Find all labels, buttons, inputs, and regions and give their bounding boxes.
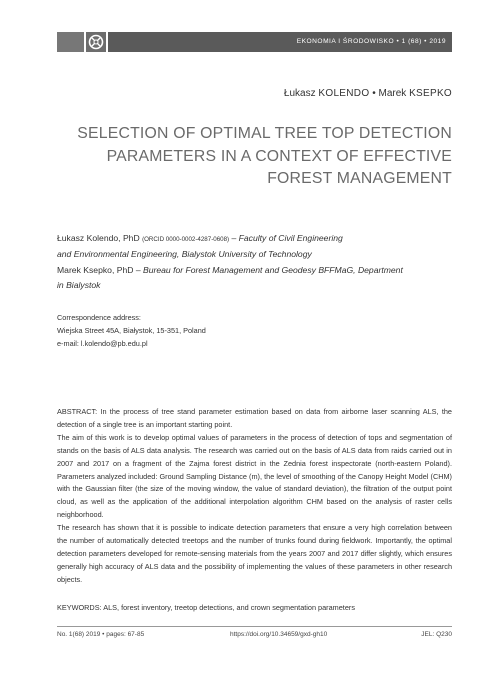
journal-issue: 1 (68) — [401, 38, 422, 45]
journal-header-bar — [57, 32, 452, 52]
abstract-paragraph: ABSTRACT: In the process of tree stand parameter estimation based on data from airborne laser scanning ALS, the detection of a single tree is an important starting point. — [57, 407, 452, 429]
affiliation-author-2: Marek Ksepko, PhD – Bureau for Forest Management and Geodesy BFFMaG, Department in Bialystok — [57, 265, 403, 290]
title-line: PARAMETERS IN A CONTEXT OF EFFECTIVE — [106, 147, 452, 165]
email-address: e-mail: l.kolendo@pb.edu.pl — [57, 339, 148, 348]
abstract-paragraph: The research has shown that it is possible to indicate detection parameters that ensure a very high correlation between the number of automatically detected treetops and the number of trunks found during fieldwork. Importantly, the optimal detection parameters developed for remote-sensing materials from the years 2007 and 2017 differ slightly, which ensures generally high accuracy of ALS data and the possibility of implementing the values of these parameters in other research objects. — [57, 523, 452, 584]
journal-year: 2019 — [429, 38, 446, 45]
jel-code: JEL: Q230 — [421, 631, 452, 638]
journal-name-banner: EKONOMIA I ŚRODOWISKO • 1 (68) • 2019 — [108, 32, 452, 52]
author-names: Łukasz KOLENDO • Marek KSEPKO — [283, 88, 452, 99]
orcid-id: (ORCID 0000-0002-4287-0608) — [142, 236, 230, 243]
issue-pages: No. 1(68) 2019 • pages: 67-85 — [57, 631, 145, 638]
footer-divider — [57, 626, 452, 627]
journal-name: EKONOMIA I ŚRODOWISKO — [296, 38, 395, 45]
correspondence-address — [57, 311, 206, 350]
header-color-block — [57, 32, 84, 52]
abstract-paragraph: The aim of this work is to develop optimal values of parameters in the process of detection of tops and segmentation of stands on the basis of ALS data analysis. The research was carried out on the basis of ALS data from raids carried out in 2007 and 2017 on a fragment of the Zajma forest district in the Zednia forest inspectorate (north-eastern Poland). Parameters analyzed included: Ground Sampling Distance (m), the level of smoothing of the Canopy Height Model (CHM) with the Gaussian filter (the size of the moving window, the value of standard deviation), the filtration of the output point cloud, as well as the application of the additional interpolation algorithm CHM based on the analysis of raster cells neighborhood. — [57, 432, 452, 520]
article-title — [52, 123, 452, 191]
doi-link[interactable]: https://doi.org/10.34659/gxd-gh10 — [230, 631, 328, 638]
correspondence-heading: Correspondence address: — [57, 313, 141, 322]
journal-logo-icon — [86, 32, 106, 52]
keywords: KEYWORDS: ALS, forest inventory, treetop detections, and crown segmentation parameters — [57, 603, 355, 612]
page-footer — [57, 631, 452, 643]
title-line: SELECTION OF OPTIMAL TREE TOP DETECTION — [77, 125, 452, 142]
abstract — [57, 406, 452, 587]
postal-address: Wiejska Street 45A, Białystok, 15-351, Poland — [57, 326, 206, 335]
affiliation-author-1: Łukasz Kolendo, PhD (ORCID 0000-0002-4287-0608) – Faculty of Civil Engineering and Environmental Engineering, Bialystok University of Technology — [57, 233, 343, 259]
title-line: FOREST MANAGEMENT — [267, 170, 452, 187]
